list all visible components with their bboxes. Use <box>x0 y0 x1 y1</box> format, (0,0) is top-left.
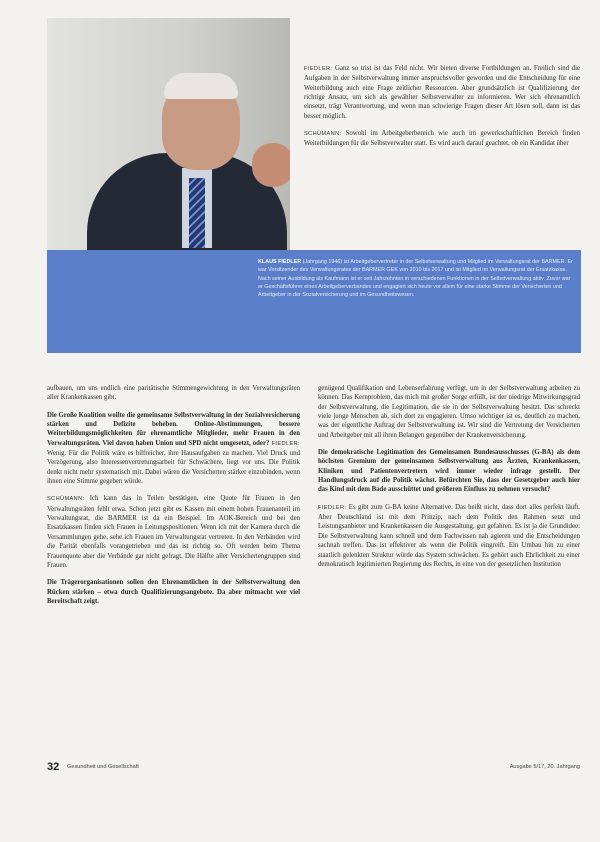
answer-text: Wenig. Für die Politik wäre es hilfreicher, ihre Hausaufgaben zu machen. Viel Druck und Verzögerung, also Interessenvertretungsarbeit für Schwächere, liegt vor uns. Die Politik denkt nicht mehr systematisch mit. Dabei wären die Versicherten stärker einzubinden, wenn ihnen eine Stimme gegeben würde. <box>47 450 300 486</box>
speaker-label: SCHÜMANN: <box>47 496 85 503</box>
right-column <box>318 384 580 577</box>
section-title: Gesundheit und Gesellschaft <box>67 764 139 770</box>
question-text: Die Große Koalition wollte die gemeinsame Selbstverwaltung in der Sozialversicherung stärken und Defizite beheben. Online-Abstimmungen, bessere Weiterbildungsmöglichkeiten für ehrenamtliche Mitglieder, mehr Frauen in den Verwaltungsräten. Viel davon haben Union und SPD nicht umgesetzt, oder? <box>47 411 300 447</box>
answer-text: Ich kann das in Teilen bestätigen, eine Quote für Frauen in den Verwaltungsräten fehlt etwa. Schon jetzt gibt es Kassen mit einem hohen Frauenanteil im Verwaltungsrat, die BARMER ist da ein Beispiel. Im AOK-Bereich und bei den Ersatzkassen finden sich Frauen in Leitungspositionen. Wenn ich mit der Kamera durch die Versammlungen gehe, sehe ich Frauen im Verwaltungsrat vertreten. In den Verbänden wird die Parität ebenfalls vorangetrieben und das ist richtig so. Oft werden beim Thema Frauenquote aber die Verbände gar nicht gefragt. Die Hälfte aller Versichertengruppen sind Frauen. <box>47 495 300 569</box>
issue-label: Ausgabe 5/17, 20. Jahrgang <box>509 764 580 770</box>
paragraph <box>304 129 580 149</box>
paragraph <box>318 384 580 440</box>
speaker-label: FIEDLER: <box>269 440 300 447</box>
page-number: 32 <box>47 761 60 773</box>
paragraph <box>318 448 580 495</box>
caption-name: KLAUS FIEDLER <box>258 259 302 265</box>
speaker-label: FIEDLER: <box>304 66 333 72</box>
caption-text: (Jahrgang 1946) ist Arbeitgebervertreter in der Selbstverwaltung und Mitglied im Verwaltungsrat der BARMER. Er war Vorsitzender des Verwaltungsrates der BARMER GEK von 2010 bis 2017 und ist Mitglied im Verwaltungsrat der Ersatzkasse. Nach seiner Ausbildung als Kaufmann ist er seit Jahrzehnten in verschiedenen Funktionen in der Selbstverwaltung aktiv. Zuvor war er Geschäftsführer eines Arbeitgeberverbandes und engagiert sich heute vor allem für eine starke Stimme der Versicherten und Arbeitgeber in der Sozialversicherung und im Gesundheitswesen. <box>258 259 573 299</box>
paragraph <box>304 64 580 121</box>
answer-text: genügend Qualifikation und Lebenserfahrung verfügt, um in der Selbstverwaltung arbeiten zu können. Das Kernproblem, das mich mit großer Sorge erfüllt, ist der niedrige Mitwirkungsgrad der Selbstverwaltung, die Legitimation, die sie in der Selbstverwaltung besitzt. Das schreckt viele junge Menschen ab, sich dort zu engagieren. Umso wichtiger ist es, deutlich zu machen, was der eigentliche Auftrag der Selbstverwaltung ist. Wir sind die Vertretung der Versicherten und Arbeitgeber mit all ihren Belangen gegenüber der Krankenversicherung. <box>318 385 580 439</box>
answer-text: aufbauen, um uns endlich eine paritätische Stimmengewichtung in den Verwaltungsräten aller Krankenkassen gibt. <box>47 385 300 402</box>
speaker-label: FIEDLER: <box>318 504 347 511</box>
answer-text: Ganz so trist ist das Feld nicht. Wir bieten diverse Fortbildungen an. Freilich sind die Aufgaben in der Selbstverwaltung immer anspruchsvoller geworden und die Entscheidung für eine Weiterbildung auch eine Frage zeitlicher Ressourcen. Aber grundsätzlich ist Qualifizierung der richtige Ansatz, um sich als gewählter Selbstverwalter zu informieren. Wer sich ehrenamtlich einsetzt, trägt Verantwortung, und wenn man schwierige Fragen dieser Art lösen soll, dann ist das besser möglich. <box>304 65 580 120</box>
paragraph <box>47 384 300 403</box>
paragraph <box>47 578 300 606</box>
answer-text: Es gibt zum G-BA keine Alternative. Das heißt nicht, dass dort alles perfekt läuft. Aber Deutschland ist mit dem Prinzip, nach dem Politik den Rahmen setzt und Leistungsanbieter und Krankenkassen die Ausgestaltung, gut gefahren. Es ist ja die Grundidee: Die Selbstverwaltung kann schnell und dem Fachwissen nah agieren und die Entscheidungen sachnah treffen. Das ist effektiver als wenn die Politik eingreift. Ein Umbau hin zu einer staatlich gelenkten Struktur würde das System schwächen. Es gehört auch Ehrlichkeit zu einer demokratisch legitimierten Regierung des Rechts, in eine von der gesetzlichen Institution <box>318 503 580 568</box>
paragraph <box>47 411 300 487</box>
top-column <box>304 64 580 157</box>
paragraph <box>318 503 580 569</box>
speaker-label: SCHÜMANN: <box>304 131 342 138</box>
left-column <box>47 384 300 614</box>
portrait-caption <box>258 258 574 299</box>
question-text: Die demokratische Legitimation des Gemeinsamen Bundesausschusses (G-BA) als dem höchsten Gremium der gemeinsamen Selbstverwaltung aus Ärzten, Krankenkassen, Kliniken und Patientenvertretern wird immer wieder infrage gestellt. Der Handlungsdruck auf die Politik wächst. Befürchten Sie, dass der Gesetzgeber auch hier das Kind mit dem Bade ausschüttet und größeren Einfluss zu nehmen versucht? <box>318 449 580 494</box>
paragraph <box>47 494 300 570</box>
answer-text: Sowohl im Arbeitgeberbereich wie auch im gewerkschaftlichen Bereich finden Weiterbildungen für die Selbstverwalter statt. Es wird auch darauf geachtet, ob ein Kandidat über <box>304 130 580 148</box>
question-text: Die Trägerorganisationen sollen den Ehrenamtlichen in der Selbstverwaltung den Rücken stärken – etwa durch Qualifizierungsangebote. Da aber mitmacht wer viel Bereitschaft zeigt. <box>47 579 300 605</box>
page-footer <box>47 763 580 775</box>
